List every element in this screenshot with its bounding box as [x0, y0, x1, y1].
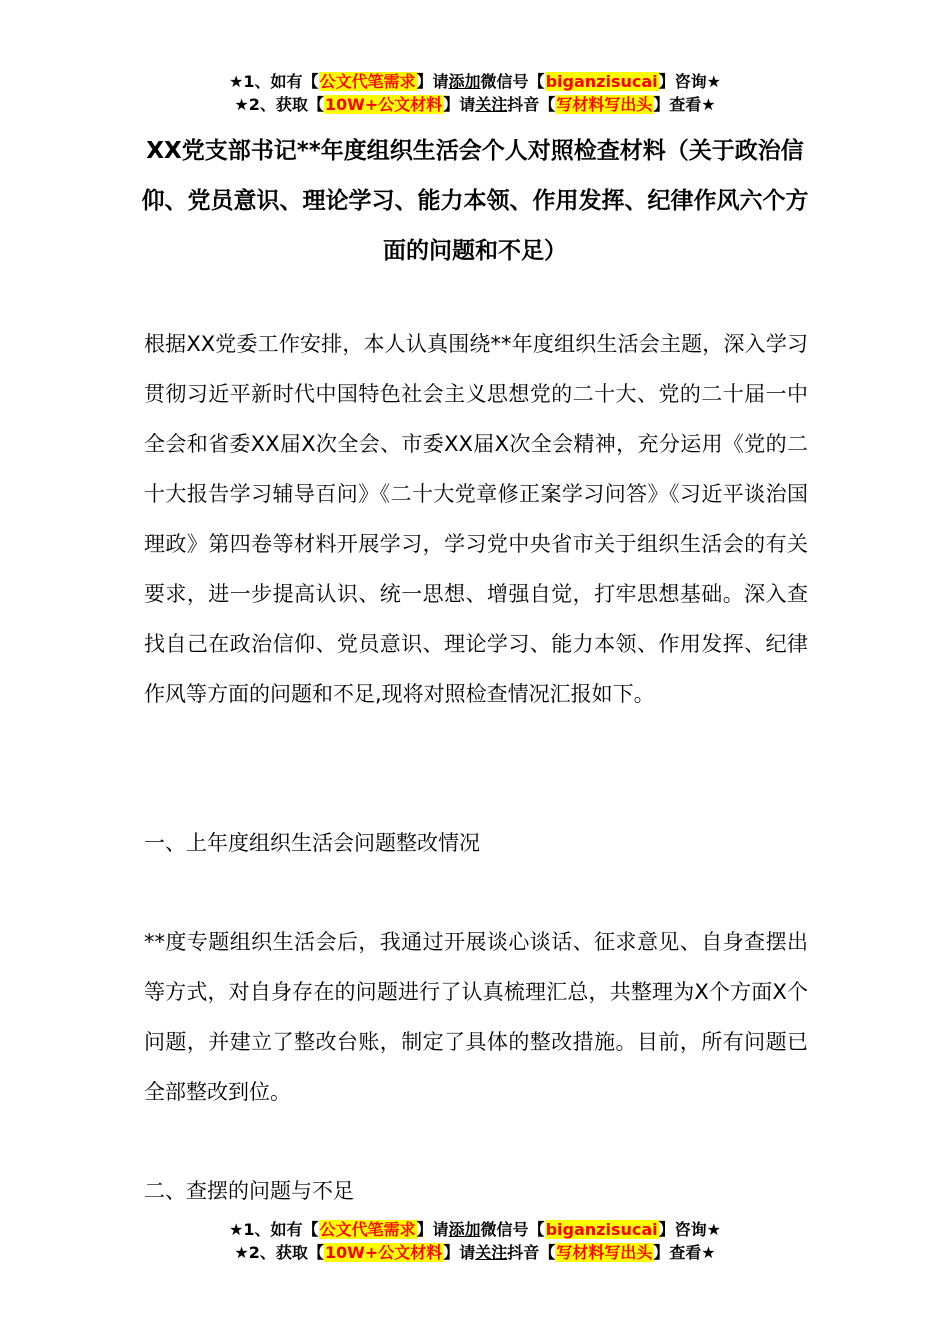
promo-line-2 — [0, 1241, 950, 1264]
promo-text: 抖音【 — [507, 95, 556, 114]
highlight-douyin-account: 写材料写出头 — [556, 1243, 653, 1262]
promo-text: 微信号【 — [480, 72, 545, 91]
section-heading-2: 二、查摆的问题与不足 — [144, 1179, 354, 1203]
promo-text: 】请 — [443, 1243, 476, 1262]
highlight-douyin-account: 写材料写出头 — [556, 95, 653, 114]
promo-line-2 — [0, 93, 950, 116]
promo-banner-bottom — [0, 1218, 950, 1264]
promo-text: 微信号【 — [480, 1220, 545, 1239]
promo-text: ★1、如有【 — [229, 72, 319, 91]
promo-text: 抖音【 — [507, 1243, 556, 1262]
highlight-materials: 10W+公文材料 — [324, 1243, 443, 1262]
highlight-materials: 10W+公文材料 — [324, 95, 443, 114]
promo-banner-top — [0, 70, 950, 116]
promo-text: 】查看★ — [653, 95, 716, 114]
underlined-action: 关注 — [475, 95, 508, 114]
intro-paragraph: 根据XX党委工作安排，本人认真围绕**年度组织生活会主题，深入学习贯彻习近平新时代中国特色社会主义思想党的二十大、党的二十届一中全会和省委XX届X次全会、市委XX届X次全会精神，充分运用《党的二十大报告学习辅导百问》《二十大党章修正案学习问答》《习近平谈治国理政》第四卷等材料开展学习，学习党中央省市关于组织生活会的有关要求，进一步提高认识、统一思想、增强自觉，打牢思想基础。深入查找自己在政治信仰、党员意识、理论学习、能力本领、作用发挥、纪律作风等方面的问题和不足,现将对照检查情况汇报如下。 — [144, 332, 808, 706]
promo-text: 】请 — [416, 72, 449, 91]
highlight-service: 公文代笔需求 — [319, 1220, 416, 1239]
promo-line-1 — [0, 70, 950, 93]
promo-line-1 — [0, 1218, 950, 1241]
underlined-action: 添加 — [448, 72, 481, 91]
section-1-paragraph: **度专题组织生活会后，我通过开展谈心谈话、征求意见、自身查摆出等方式，对自身存在的问题进行了认真梳理汇总，共整理为X个方面X个问题，并建立了整改台账，制定了具体的整改措施。目前，所有问题已全部整改到位。 — [144, 930, 808, 1104]
promo-text: 】请 — [443, 95, 476, 114]
underlined-action: 添加 — [448, 1220, 481, 1239]
promo-text: 】咨询★ — [658, 72, 721, 91]
highlight-service: 公文代笔需求 — [319, 72, 416, 91]
promo-text: ★1、如有【 — [229, 1220, 319, 1239]
section-heading-1: 一、上年度组织生活会问题整改情况 — [144, 831, 480, 855]
promo-text: 】咨询★ — [658, 1220, 721, 1239]
underlined-action: 关注 — [475, 1243, 508, 1262]
promo-text: 】查看★ — [653, 1243, 716, 1262]
promo-text: ★2、获取【 — [234, 95, 324, 114]
highlight-wechat-id: biganzisucai — [545, 1220, 658, 1239]
promo-text: ★2、获取【 — [234, 1243, 324, 1262]
document-title: XX党支部书记**年度组织生活会个人对照检查材料（关于政治信仰、党员意识、理论学习、能力本领、作用发挥、纪律作风六个方面的问题和不足） — [141, 138, 809, 264]
promo-text: 】请 — [416, 1220, 449, 1239]
highlight-wechat-id: biganzisucai — [545, 72, 658, 91]
